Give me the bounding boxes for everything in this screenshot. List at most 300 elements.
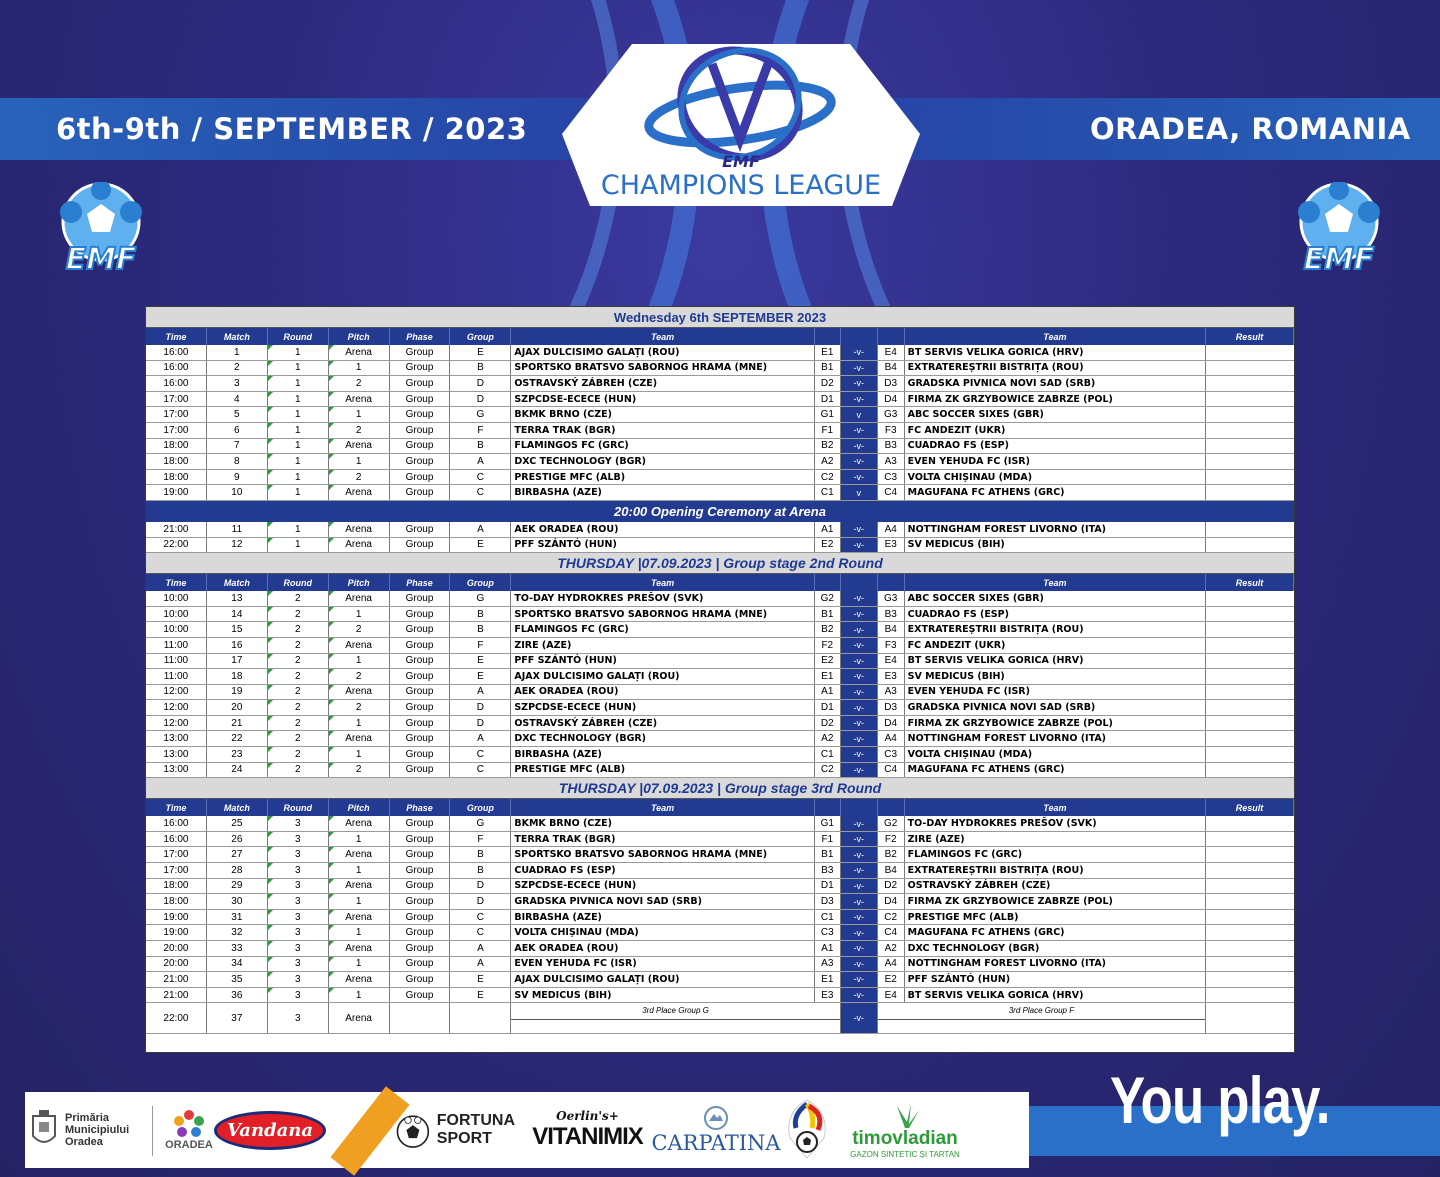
cell-match: 1 — [207, 345, 268, 360]
cell-phase: Group — [390, 716, 451, 731]
cell-round: 3 — [268, 832, 329, 847]
cell-codeb: A3 — [878, 685, 905, 700]
cell-teamb: EVEN YEHUDA FC (ISR) — [905, 685, 1206, 700]
result-cell[interactable] — [1206, 1003, 1294, 1033]
timovladian-label: timovladian — [852, 1127, 958, 1149]
cell-codea: E1 — [815, 345, 841, 360]
cell-pitch: Arena — [329, 941, 390, 956]
day-title: THURSDAY |07.09.2023 | Group stage 3rd Round — [146, 778, 1294, 799]
cell-round: 3 — [268, 863, 329, 878]
result-cell[interactable] — [1206, 879, 1294, 894]
cell-vs: -v- — [841, 731, 878, 746]
cell-codeb: B3 — [878, 607, 905, 622]
cell-match: 34 — [207, 957, 268, 972]
cell-codeb: B4 — [878, 622, 905, 637]
emf-badge-right — [1284, 182, 1394, 282]
cell-time: 12:00 — [146, 700, 207, 715]
header-phase: Phase — [390, 574, 451, 591]
match-row — [146, 700, 1294, 716]
cell-codeb: C4 — [878, 925, 905, 940]
cell-phase: Group — [390, 538, 451, 553]
cell-pitch: 2 — [329, 700, 390, 715]
result-cell[interactable] — [1206, 988, 1294, 1003]
cell-time: 17:00 — [146, 392, 207, 407]
result-cell[interactable] — [1206, 654, 1294, 669]
sponsors-bar — [25, 1092, 1029, 1168]
cell-group: B — [450, 607, 511, 622]
result-cell[interactable] — [1206, 747, 1294, 762]
cell-round: 2 — [268, 731, 329, 746]
cell-group: B — [450, 361, 511, 376]
cell-vs: v — [841, 407, 878, 422]
champions-league-logo — [562, 44, 920, 206]
fortuna-line1: FORTUNA — [436, 1112, 515, 1129]
cell-codeb: A3 — [878, 454, 905, 469]
cell-match: 8 — [207, 454, 268, 469]
cell-group: C — [450, 925, 511, 940]
cell-pitch: 2 — [329, 423, 390, 438]
cell-teamb: FLAMINGOS FC (GRC) — [905, 847, 1206, 862]
emf-badge-left — [46, 182, 156, 282]
result-cell[interactable] — [1206, 538, 1294, 553]
cell-group: D — [450, 700, 511, 715]
sponsor-vitanimix — [520, 1092, 655, 1168]
divider — [152, 1106, 153, 1156]
cell-round: 3 — [268, 894, 329, 909]
cell-teama: EVEN YEHUDA FC (ISR) — [511, 957, 814, 972]
you-play-slogan: You play. — [1110, 1063, 1330, 1137]
cell-teama: SPORTSKO BRATSVO SABORNOG HRAMA (MNE) — [511, 361, 814, 376]
cell-round: 3 — [268, 1003, 329, 1033]
oradea-label: ORADEA — [165, 1139, 213, 1151]
result-cell[interactable] — [1206, 638, 1294, 653]
cell-teamb: GRADSKA PIVNICA NOVI SAD (SRB) — [905, 700, 1206, 715]
cell-codeb: C4 — [878, 763, 905, 778]
cell-time: 11:00 — [146, 654, 207, 669]
result-cell[interactable] — [1206, 910, 1294, 925]
cell-time: 16:00 — [146, 816, 207, 831]
header-time: Time — [146, 574, 207, 591]
cell-codea: F2 — [815, 638, 841, 653]
cell-time: 16:00 — [146, 832, 207, 847]
match-row — [146, 345, 1294, 361]
cell-codeb: B4 — [878, 863, 905, 878]
sponsor-fortuna — [395, 1092, 515, 1168]
cell-phase: Group — [390, 361, 451, 376]
cell-teamb: NOTTINGHAM FOREST LIVORNO (ITA) — [905, 731, 1206, 746]
result-cell[interactable] — [1206, 972, 1294, 987]
cell-vs: -v- — [841, 669, 878, 684]
cell-match: 27 — [207, 847, 268, 862]
result-cell[interactable] — [1206, 591, 1294, 606]
cell-teama: PRESTIGE MFC (ALB) — [511, 470, 814, 485]
result-cell[interactable] — [1206, 685, 1294, 700]
cell-time: 21:00 — [146, 988, 207, 1003]
cell-match: 18 — [207, 669, 268, 684]
cell-group: C — [450, 485, 511, 500]
cell-time: 19:00 — [146, 910, 207, 925]
header-pitch: Pitch — [329, 328, 390, 345]
cell-vs: -v- — [841, 700, 878, 715]
result-cell[interactable] — [1206, 345, 1294, 360]
cell-teamb: BT SERVIS VELIKA GORICA (HRV) — [905, 345, 1206, 360]
cell-pitch: Arena — [329, 638, 390, 653]
timovladian-sub: GAZON SINTETIC ȘI TARTAN — [850, 1149, 960, 1159]
match-row — [146, 731, 1294, 747]
match-row — [146, 607, 1294, 623]
cell-match: 20 — [207, 700, 268, 715]
result-cell[interactable] — [1206, 816, 1294, 831]
cell-time: 18:00 — [146, 439, 207, 454]
cell-teama: SPORTSKO BRATSVO SABORNOG HRAMA (MNE) — [511, 847, 814, 862]
result-cell[interactable] — [1206, 731, 1294, 746]
cell-match: 19 — [207, 685, 268, 700]
cell-codea: G1 — [815, 816, 841, 831]
result-cell[interactable] — [1206, 392, 1294, 407]
cell-round: 1 — [268, 423, 329, 438]
match-row — [146, 376, 1294, 392]
cell-time: 10:00 — [146, 591, 207, 606]
result-cell[interactable] — [1206, 832, 1294, 847]
cell-teama: AEK ORADEA (ROU) — [511, 522, 814, 537]
cell-codea: C1 — [815, 910, 841, 925]
cell-match: 33 — [207, 941, 268, 956]
result-cell[interactable] — [1206, 361, 1294, 376]
cell-group: G — [450, 816, 511, 831]
cell-group: G — [450, 591, 511, 606]
header-pitch: Pitch — [329, 799, 390, 816]
cell-match: 22 — [207, 731, 268, 746]
cell-group: C — [450, 910, 511, 925]
cell-codea: B1 — [815, 607, 841, 622]
header-teamb: Team — [905, 328, 1206, 345]
schedule-table — [145, 306, 1295, 1053]
cell-phase: Group — [390, 700, 451, 715]
cell-codea: D3 — [815, 894, 841, 909]
cell-round: 2 — [268, 685, 329, 700]
cell-codeb: E4 — [878, 345, 905, 360]
cell-codea: E1 — [815, 669, 841, 684]
cell-codea: D1 — [815, 700, 841, 715]
sponsor-frf — [777, 1092, 837, 1168]
cell-vs: -v- — [841, 879, 878, 894]
cell-group: E — [450, 654, 511, 669]
cell-match: 30 — [207, 894, 268, 909]
result-cell[interactable] — [1206, 925, 1294, 940]
cell-phase: Group — [390, 522, 451, 537]
cell-teama: TO-DAY HYDROKRES PREŠOV (SVK) — [511, 591, 814, 606]
cell-round: 3 — [268, 972, 329, 987]
grass-icon — [885, 1102, 925, 1128]
result-cell[interactable] — [1206, 407, 1294, 422]
cell-match: 7 — [207, 439, 268, 454]
cell-codeb: F3 — [878, 423, 905, 438]
cell-teama: BIRBASHA (AZE) — [511, 485, 814, 500]
cell-vs: -v- — [841, 470, 878, 485]
cell-vs: -v- — [841, 747, 878, 762]
cell-pitch: 1 — [329, 863, 390, 878]
cell-time: 19:00 — [146, 485, 207, 500]
cell-round: 3 — [268, 847, 329, 862]
cell-time: 10:00 — [146, 607, 207, 622]
match-row — [146, 485, 1294, 501]
primaria-line3: Oradea — [65, 1136, 103, 1148]
divider — [511, 1019, 839, 1020]
cell-time: 12:00 — [146, 685, 207, 700]
opening-ceremony-banner: 20:00 Opening Ceremony at Arena — [146, 501, 1294, 522]
result-cell[interactable] — [1206, 763, 1294, 778]
cell-teamb: FC ANDEZIT (UKR) — [905, 423, 1206, 438]
cell-round: 1 — [268, 522, 329, 537]
match-row — [146, 763, 1294, 779]
cell-phase: Group — [390, 376, 451, 391]
header-result: Result — [1206, 328, 1294, 345]
cell-phase: Group — [390, 731, 451, 746]
cell-round: 3 — [268, 941, 329, 956]
match-row — [146, 863, 1294, 879]
cell-match: 3 — [207, 376, 268, 391]
cell-phase: Group — [390, 879, 451, 894]
cell-teama: GRADSKA PIVNICA NOVI SAD (SRB) — [511, 894, 814, 909]
result-cell[interactable] — [1206, 423, 1294, 438]
cell-pitch: Arena — [329, 879, 390, 894]
cell-pitch: 2 — [329, 669, 390, 684]
cell-pitch: 1 — [329, 716, 390, 731]
result-cell[interactable] — [1206, 669, 1294, 684]
placeholder-team-b-label: 3rd Place Group F — [1008, 1006, 1075, 1016]
cell-time: 11:00 — [146, 638, 207, 653]
match-row — [146, 669, 1294, 685]
cell-round: 3 — [268, 988, 329, 1003]
cell-phase: Group — [390, 607, 451, 622]
cell-codeb: A4 — [878, 522, 905, 537]
cell-round: 2 — [268, 716, 329, 731]
cell-vs: -v- — [841, 423, 878, 438]
header-codea — [815, 799, 841, 816]
cell-teama: CUADRAO FS (ESP) — [511, 863, 814, 878]
match-row — [146, 894, 1294, 910]
cell-pitch: Arena — [329, 392, 390, 407]
oerlins-label: Oerlin's+ — [556, 1109, 619, 1123]
cell-teamb: BT SERVIS VELIKA GORICA (HRV) — [905, 988, 1206, 1003]
cell-vs: -v- — [841, 345, 878, 360]
cell-group: D — [450, 392, 511, 407]
cell-codea: E2 — [815, 538, 841, 553]
match-row — [146, 522, 1294, 538]
cell-teama: PFF SZÁNTÓ (HUN) — [511, 654, 814, 669]
cell-teamb: FIRMA ZK GRZYBOWICE ZABRZE (POL) — [905, 716, 1206, 731]
result-cell[interactable] — [1206, 700, 1294, 715]
cell-codeb: B2 — [878, 847, 905, 862]
cell-pitch: Arena — [329, 439, 390, 454]
cell-teamb: VOLTA CHIȘINAU (MDA) — [905, 747, 1206, 762]
cell-round: 3 — [268, 957, 329, 972]
cell-group: B — [450, 622, 511, 637]
cell-round: 1 — [268, 407, 329, 422]
cell-round: 1 — [268, 439, 329, 454]
cell-teama: AEK ORADEA (ROU) — [511, 941, 814, 956]
day-title: Wednesday 6th SEPTEMBER 2023 — [146, 307, 1294, 328]
result-cell[interactable] — [1206, 716, 1294, 731]
header-codea — [815, 328, 841, 345]
cell-teama: SPORTSKO BRATSVO SABORNOG HRAMA (MNE) — [511, 607, 814, 622]
match-row — [146, 685, 1294, 701]
cell-pitch: Arena — [329, 731, 390, 746]
cell-pitch: 1 — [329, 925, 390, 940]
header-result: Result — [1206, 799, 1294, 816]
cell-round: 1 — [268, 538, 329, 553]
cell-pitch: Arena — [329, 910, 390, 925]
cell-teamb: FIRMA ZK GRZYBOWICE ZABRZE (POL) — [905, 894, 1206, 909]
cell-teamb: MAGUFANA FC ATHENS (GRC) — [905, 485, 1206, 500]
cell-teama: SZPCDSE-ECECE (HUN) — [511, 700, 814, 715]
result-cell[interactable] — [1206, 376, 1294, 391]
cell-group — [450, 1003, 511, 1033]
cell-round: 3 — [268, 816, 329, 831]
header-round: Round — [268, 799, 329, 816]
result-cell[interactable] — [1206, 470, 1294, 485]
cell-group: B — [450, 439, 511, 454]
result-cell[interactable] — [1206, 863, 1294, 878]
cell-vs: -v- — [841, 538, 878, 553]
event-location: ORADEA, ROMANIA — [1090, 112, 1411, 146]
cell-pitch: 2 — [329, 376, 390, 391]
cell-codeb: A4 — [878, 731, 905, 746]
cell-vs: -v- — [841, 522, 878, 537]
result-cell[interactable] — [1206, 941, 1294, 956]
cell-codea: G1 — [815, 407, 841, 422]
fortuna-mascot-icon — [395, 1108, 431, 1152]
cell-teama: SZPCDSE-ECECE (HUN) — [511, 879, 814, 894]
result-cell[interactable] — [1206, 454, 1294, 469]
cell-pitch: 1 — [329, 988, 390, 1003]
cell-vs: -v- — [841, 957, 878, 972]
cell-match: 14 — [207, 607, 268, 622]
cell-teamb: TO-DAY HYDROKRES PREŠOV (SVK) — [905, 816, 1206, 831]
cell-teama: SZPCDSE-ECECE (HUN) — [511, 392, 814, 407]
cell-phase — [390, 1003, 451, 1033]
cell-codea: E1 — [815, 972, 841, 987]
header-match: Match — [207, 574, 268, 591]
result-cell[interactable] — [1206, 622, 1294, 637]
cell-codea: C1 — [815, 485, 841, 500]
header-group: Group — [450, 799, 511, 816]
cell-pitch: Arena — [329, 591, 390, 606]
cell-teama: FLAMINGOS FC (GRC) — [511, 439, 814, 454]
match-row — [146, 591, 1294, 607]
cell-time: 17:00 — [146, 863, 207, 878]
placeholder-team-a-label: 3rd Place Group G — [642, 1006, 709, 1016]
cell-teama: BKMK BRNO (CZE) — [511, 816, 814, 831]
result-cell[interactable] — [1206, 957, 1294, 972]
cell-codea: A1 — [815, 685, 841, 700]
header-teamb: Team — [905, 574, 1206, 591]
cell-teamb: CUADRAO FS (ESP) — [905, 607, 1206, 622]
cell-group: A — [450, 941, 511, 956]
cell-match: 23 — [207, 747, 268, 762]
cell-codeb: D4 — [878, 894, 905, 909]
cell-pitch: Arena — [329, 685, 390, 700]
header-phase: Phase — [390, 799, 451, 816]
cell-codea: C2 — [815, 763, 841, 778]
cell-teamb: EXTRATEREȘTRII BISTRIȚA (ROU) — [905, 361, 1206, 376]
cell-vs: -v- — [841, 763, 878, 778]
header-codea — [815, 574, 841, 591]
cell-vs: -v- — [841, 988, 878, 1003]
cell-codea: A2 — [815, 731, 841, 746]
cell-codeb: E3 — [878, 538, 905, 553]
cell-teama: VOLTA CHIȘINAU (MDA) — [511, 925, 814, 940]
result-cell[interactable] — [1206, 522, 1294, 537]
cell-round: 1 — [268, 454, 329, 469]
cell-teamb: ABC SOCCER SIXES (GBR) — [905, 591, 1206, 606]
match-row — [146, 957, 1294, 973]
cell-pitch: 2 — [329, 622, 390, 637]
cell-phase: Group — [390, 591, 451, 606]
table-header-row — [146, 799, 1294, 816]
cell-teama: TERRA TRAK (BGR) — [511, 423, 814, 438]
result-cell[interactable] — [1206, 607, 1294, 622]
sponsor-timovladian — [840, 1092, 970, 1168]
cell-match: 6 — [207, 423, 268, 438]
cell-vs: -v- — [841, 716, 878, 731]
cell-codea: D2 — [815, 716, 841, 731]
cell-round: 3 — [268, 925, 329, 940]
cell-phase: Group — [390, 832, 451, 847]
cell-codeb: B3 — [878, 439, 905, 454]
cell-pitch: Arena — [329, 345, 390, 360]
header-codeb — [878, 574, 905, 591]
cell-match: 25 — [207, 816, 268, 831]
oradea-flower-icon — [171, 1109, 207, 1139]
table-header-row — [146, 328, 1294, 345]
match-row — [146, 622, 1294, 638]
cell-phase: Group — [390, 638, 451, 653]
cell-codeb: E4 — [878, 988, 905, 1003]
header-teama: Team — [511, 574, 814, 591]
cell-phase: Group — [390, 763, 451, 778]
result-cell[interactable] — [1206, 485, 1294, 500]
result-cell[interactable] — [1206, 847, 1294, 862]
header-codeb — [878, 328, 905, 345]
result-cell[interactable] — [1206, 439, 1294, 454]
cell-time: 18:00 — [146, 894, 207, 909]
cell-round: 1 — [268, 485, 329, 500]
cell-round: 3 — [268, 879, 329, 894]
cell-pitch: 1 — [329, 607, 390, 622]
cell-match: 16 — [207, 638, 268, 653]
cell-vs: -v- — [841, 607, 878, 622]
cell-match: 35 — [207, 972, 268, 987]
sponsor-carpatina — [651, 1092, 781, 1168]
cell-match: 24 — [207, 763, 268, 778]
cell-pitch: Arena — [329, 972, 390, 987]
result-cell[interactable] — [1206, 894, 1294, 909]
cell-group: E — [450, 538, 511, 553]
cell-codeb: E3 — [878, 669, 905, 684]
placeholder-team-b — [878, 1003, 1206, 1033]
cell-phase: Group — [390, 925, 451, 940]
cell-group: A — [450, 685, 511, 700]
cell-phase: Group — [390, 470, 451, 485]
match-row — [146, 423, 1294, 439]
cell-group: D — [450, 879, 511, 894]
cell-group: F — [450, 638, 511, 653]
cell-phase: Group — [390, 685, 451, 700]
cell-codea: B1 — [815, 361, 841, 376]
cell-round: 1 — [268, 361, 329, 376]
match-row — [146, 879, 1294, 895]
